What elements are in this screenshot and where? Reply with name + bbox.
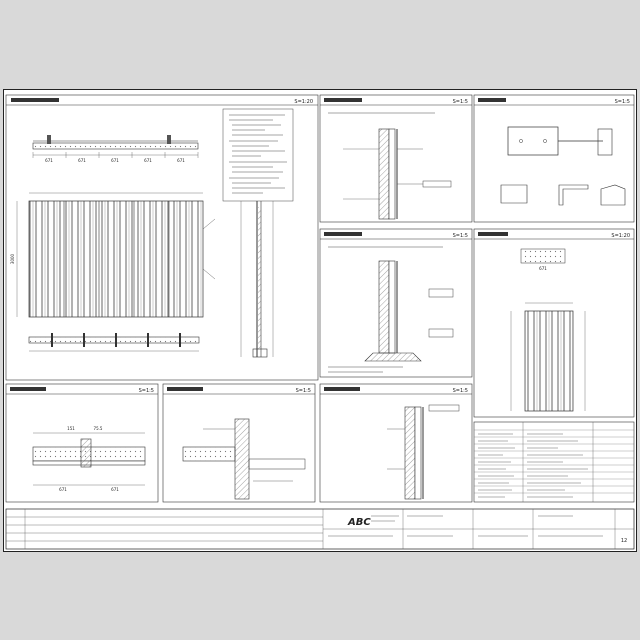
title-block (6, 509, 634, 549)
drawing-canvas (3, 89, 637, 552)
panel-scale-label: S=1:20 (294, 99, 313, 105)
panel-scale-label: S=1:20 (611, 233, 630, 239)
notes-box (223, 109, 293, 201)
dim-label: 671 (59, 487, 67, 492)
panel-elevation-drawing (29, 201, 203, 317)
panel-scale-label: S=1:5 (452, 99, 468, 105)
base-section (365, 353, 421, 361)
panel-elevation (6, 95, 318, 380)
panel-fitting-detail (474, 95, 634, 222)
plan-strip-bottom (29, 337, 199, 343)
dim-label: 671 (111, 158, 119, 163)
wall-section (379, 129, 389, 219)
single-panel-drawing (525, 311, 573, 411)
panel-joint-section (6, 384, 158, 502)
dim-label: 671 (144, 158, 152, 163)
panel-bottom-detail (320, 229, 472, 377)
sheet-number: 12 (620, 538, 628, 544)
dim-label: 671 (177, 158, 185, 163)
dim-label: 671 (111, 487, 119, 492)
panel-scale-label: S=1:5 (138, 388, 154, 394)
panel-panel-view (474, 229, 634, 417)
dim-label: 671 (45, 158, 53, 163)
dim-label: 671 (78, 158, 86, 163)
panel-corner-section (163, 384, 315, 502)
panel-title-bar (11, 98, 59, 102)
drawing-sheet (3, 89, 637, 552)
dim-label: 151 (67, 426, 75, 431)
plan-strip (33, 143, 198, 149)
dim-label: 671 (539, 266, 547, 271)
bracket-view (508, 127, 558, 155)
panel-scale-label: S=1:5 (614, 99, 630, 105)
panel-scale-label: S=1:5 (295, 388, 311, 394)
spec-table (474, 422, 634, 502)
dim-label: 75.5 (93, 426, 103, 431)
dim-label: 3000 (10, 253, 15, 265)
side-section (241, 201, 273, 357)
panel-scale-label: S=1:5 (452, 233, 468, 239)
panel-top-detail (320, 95, 472, 222)
panel-scale-label: S=1:5 (452, 388, 468, 394)
company-logo: ABC (348, 517, 371, 528)
panel-joint-elevation (320, 384, 472, 502)
